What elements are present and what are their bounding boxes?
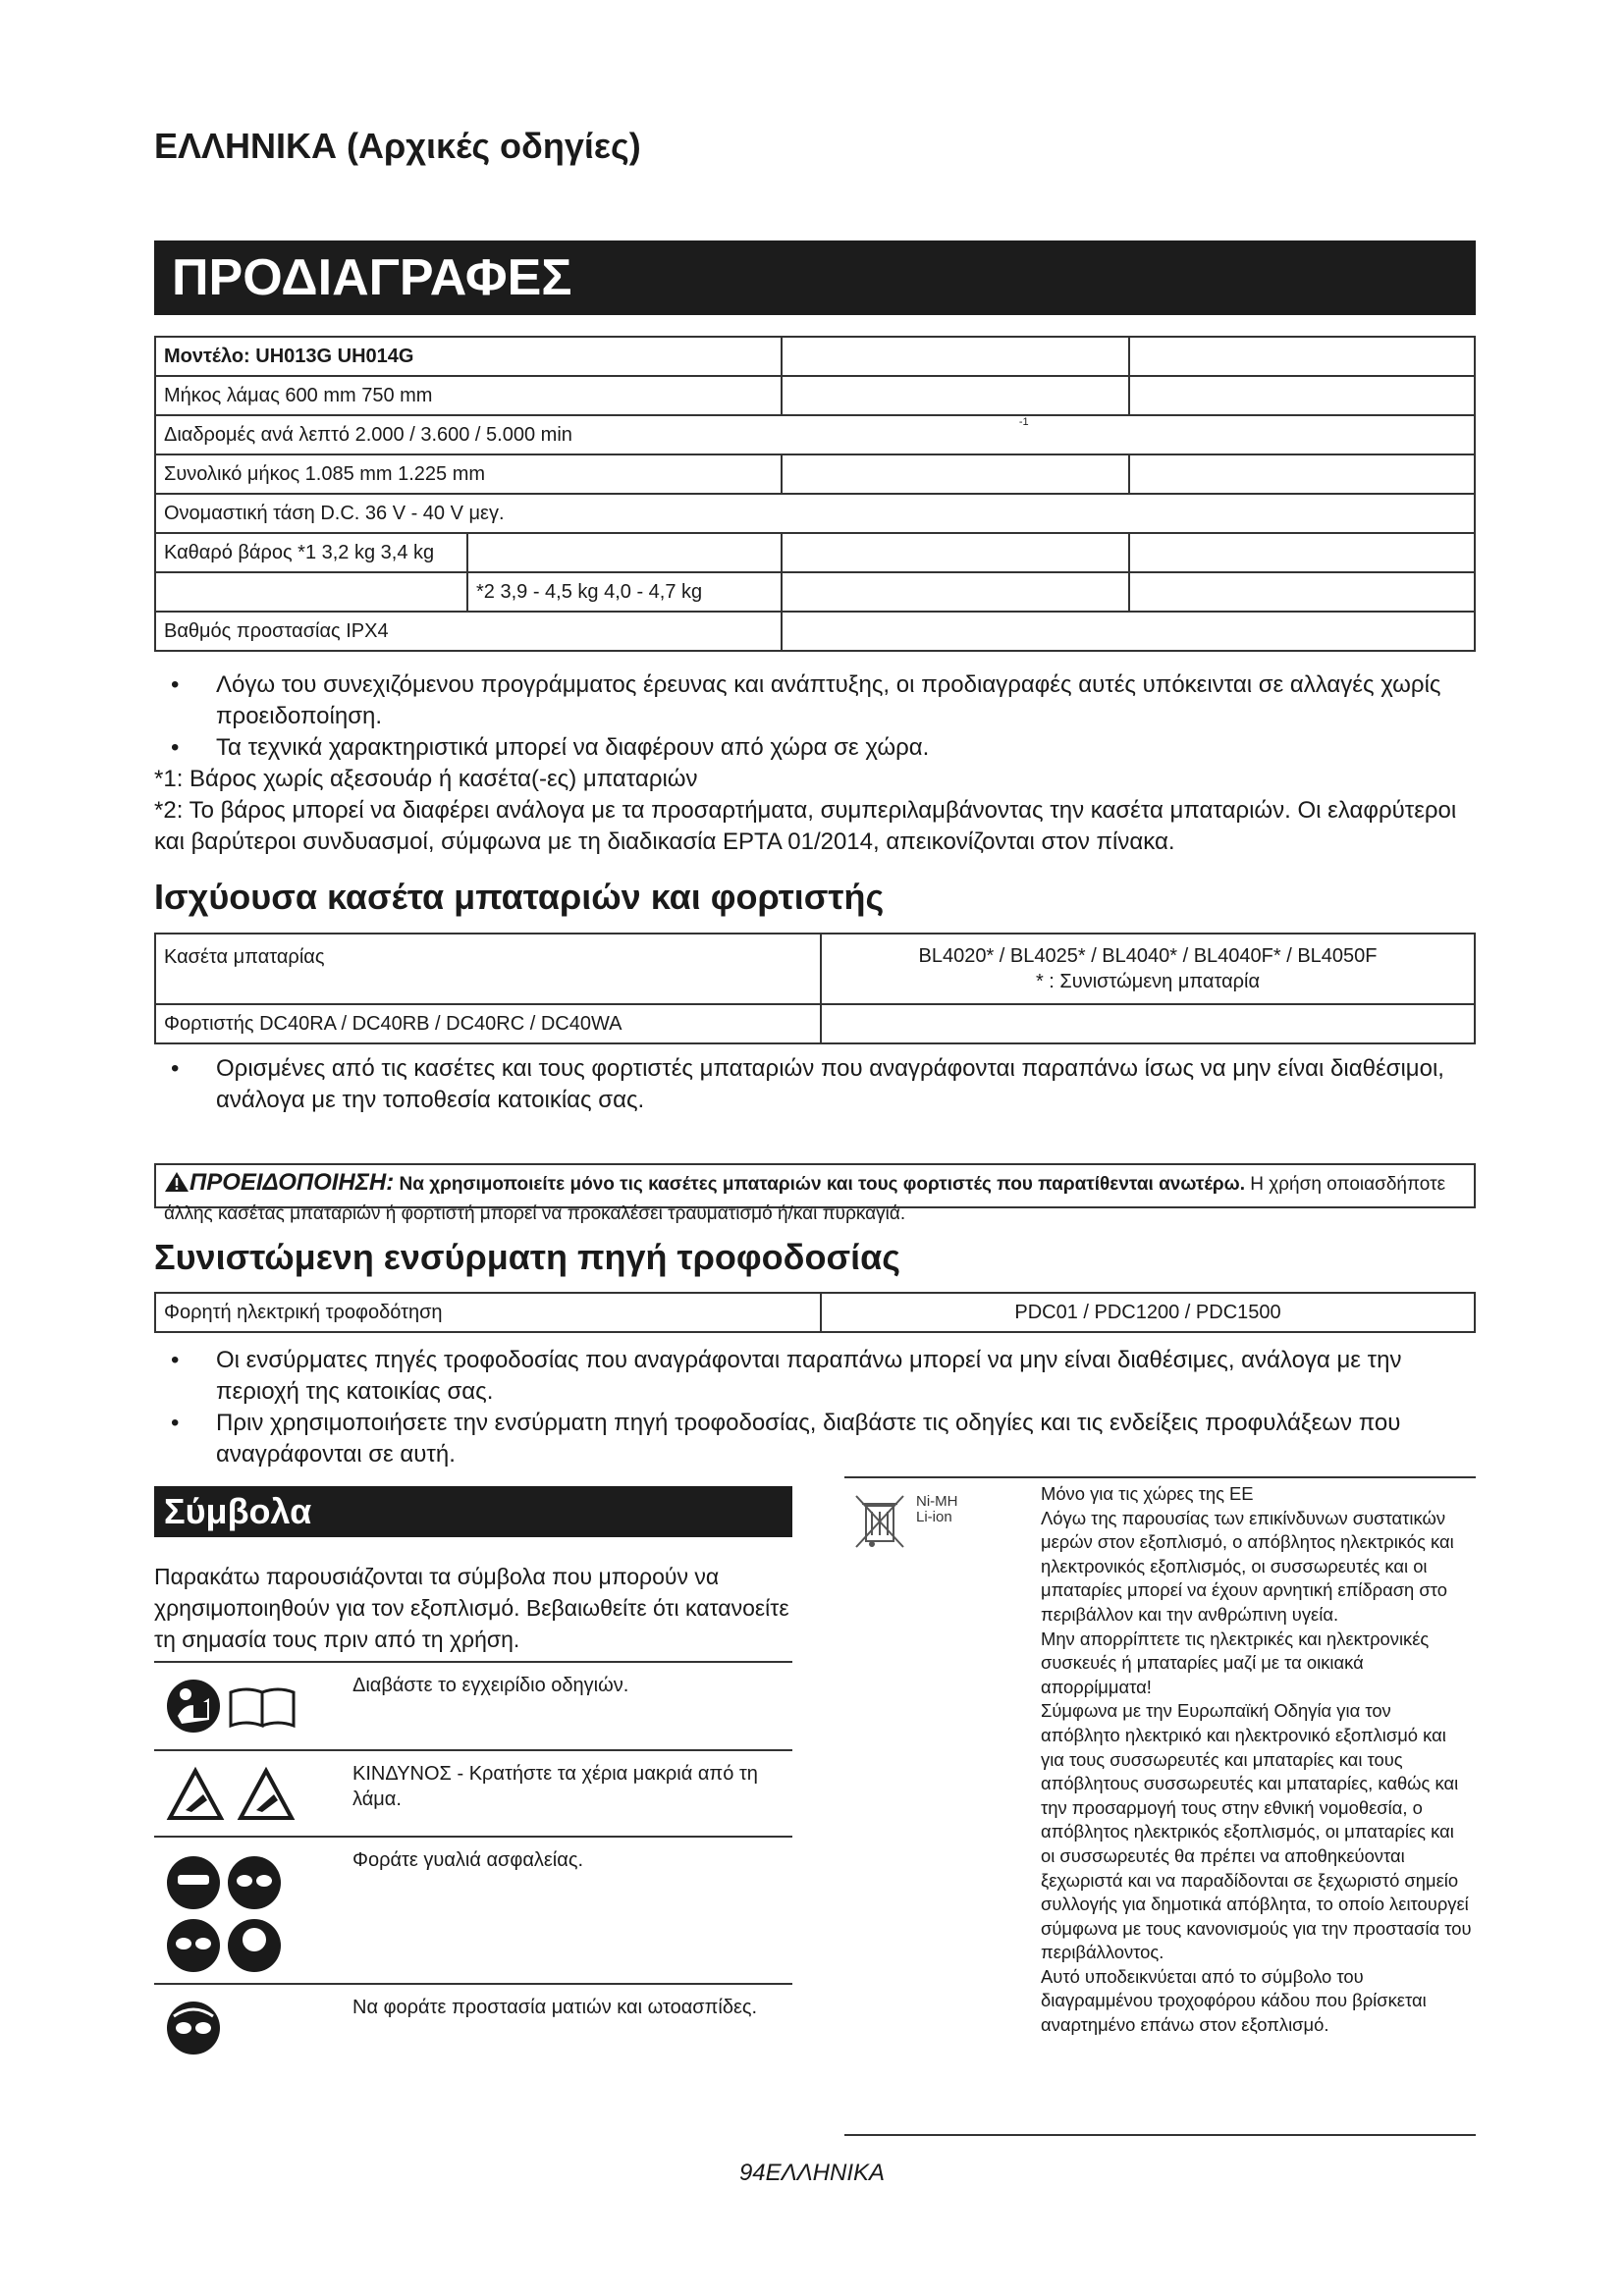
- battery-cartridge-models-cell: [821, 934, 1475, 1004]
- symbol-text: Φοράτε γυαλιά ασφαλείας.: [352, 1849, 584, 1871]
- page-footer: 94ΕΛΛΗΝΙΚΑ: [738, 2160, 886, 2186]
- eye-ear-protection-icon: [164, 1999, 243, 2062]
- battery-warning: [154, 1163, 1476, 1224]
- spec-note: • Λόγω του συνεχιζόμενου προγράμματος έρευνας και ανάπτυξης, οι προδιαγραφές αυτές υπόκεινται σε αλλαγές χωρίς προειδοποίηση.: [154, 669, 1476, 732]
- battery-cartridge-models: BL4020* / BL4025* / BL4040* / BL4040F* / BL4050F: [918, 945, 1378, 967]
- language-title: ΕΛΛΗΝΙΚΑ (Αρχικές οδηγίες): [154, 126, 641, 166]
- battery-charger-label: Φορτιστής DC40RA / DC40RB / DC40RC / DC40WA: [155, 1004, 821, 1043]
- symbol-text: Να φοράτε προστασία ματιών και ωτοασπίδες.: [352, 1997, 758, 2018]
- power-table: [154, 1292, 1476, 1333]
- battery-table: [154, 933, 1476, 1044]
- symbol-row: [154, 1661, 792, 1751]
- safety-glasses-icon: [164, 1851, 311, 1984]
- spec-blade-length: Μήκος λάμας 600 mm 750 mm: [155, 376, 782, 415]
- table-row: [155, 1004, 1475, 1043]
- specifications-heading: ΠΡΟΔΙΑΓΡΑΦΕΣ: [154, 240, 1476, 315]
- symbol-row: [154, 1836, 792, 1985]
- warning-title: ΠΡΟΕΙΔΟΠΟΙΗΣΗ:: [189, 1169, 395, 1196]
- spec-strokes: Διαδρομές ανά λεπτό 2.000 / 3.600 / 5.000 $\min^{-1}$: [155, 415, 1475, 454]
- battery-notes: [154, 1053, 1476, 1116]
- table-row: [155, 1293, 1475, 1332]
- spec-notes: [154, 669, 1476, 858]
- specifications-table: [154, 336, 1476, 652]
- power-note: • Οι ενσύρματες πηγές τροφοδοσίας που αναγράφονται παραπάνω μπορεί να μην είναι διαθέσιμες, ανάλογα με την περιοχή της κατοικίας σας.: [154, 1345, 1476, 1408]
- symbols-intro: Παρακάτω παρουσιάζονται τα σύμβολα που μπορούν να χρησιμοποιηθούν για τον εξοπλισμό. Βεβαιωθείτε ότι κατανοείτε τη σημασία τους πριν από τη χρήση.: [154, 1564, 789, 1652]
- spec-note: • Τα τεχνικά χαρακτηριστικά μπορεί να διαφέρουν από χώρα σε χώρα.: [154, 732, 1476, 764]
- read-manual-icon: [164, 1677, 311, 1740]
- spec-protection: Βαθμός προστασίας IPX4: [155, 612, 782, 651]
- spec-net-weight: Καθαρό βάρος *1 3,2 kg 3,4 kg: [155, 533, 467, 572]
- weee-battery-types: Ni-MH Li-ion: [916, 1493, 958, 1525]
- power-notes: [154, 1345, 1476, 1470]
- table-row: [155, 572, 1475, 612]
- weee-text: Μόνο για τις χώρες της ΕΕ Λόγω της παρουσίας των επικίνδυνων συστατικών μερών στον εξοπλισμό, ο απόβλητος ηλεκτρικός και ηλεκτρονικός εξοπλισμός, οι συσσωρευτές και οι μπαταρίες μπορεί να έχουν αρνητική επίδραση στο περιβάλλον και την ανθρώπινη υγεία. Μην απορρίπτετε τις ηλεκτρικές και ηλεκτρονικές συσκευές ή μπαταρίες μαζί με τα οικιακά απορρίμματα! Σύμφωνα με την Ευρωπαϊκή Οδηγία για τον απόβλητο ηλεκτρικό και ηλεκτρονικό εξοπλισμό και για τους συσσωρευτές και μπαταρίες και τους απόβλητους συσσωρευτές και μπαταρίες, καθώς και την προσαρμογή τους στην εθνική νομοθεσία, ο απόβλητος ηλεκτρικός εξοπλισμός, οι μπαταρίες και οι συσσωρευτές θα πρέπει να αποθηκεύονται ξεχωριστά και να παραδίδονται σε ξεχωριστό σημείο συλλογής για δημοτικά απόβλητα, το οποίο λειτουργεί σύμφωνα με τους κανονισμούς για την προστασία του περιβάλλοντος. Αυτό υποδεικνύεται από το σύμβολο του διαγραμμένου τροχοφόρου κάδου που βρίσκεται αναρτημένο επάνω στον εξοπλισμό.: [1041, 1483, 1472, 2036]
- spec-model: Μοντέλο: UH013G UH014G: [155, 337, 782, 376]
- symbols-heading: Σύμβολα: [154, 1486, 792, 1537]
- spec-net-weight-2: *2 3,9 - 4,5 kg 4,0 - 4,7 kg: [467, 572, 782, 612]
- battery-note: • Ορισμένες από τις κασέτες και τους φορτιστές μπαταριών που αναγράφονται παραπάνω ίσως να μην είναι διαθέσιμοι, ανάλογα με την τοποθεσία κατοικίας σας.: [154, 1053, 1476, 1116]
- crossed-bin-icon: [852, 1492, 907, 1556]
- spec-overall-length: Συνολικό μήκος 1.085 mm 1.225 mm: [155, 454, 782, 494]
- power-heading: Συνιστώμενη ενσύρματη πηγή τροφοδοσίας: [154, 1237, 900, 1277]
- battery-cartridge-label: Κασέτα μπαταρίας: [155, 934, 821, 1004]
- symbol-text: ΚΙΝΔΥΝΟΣ - Κρατήστε τα χέρια μακριά από τη λάμα.: [352, 1763, 758, 1810]
- power-models: PDC01 / PDC1200 / PDC1500: [821, 1293, 1475, 1332]
- table-row: [155, 337, 1475, 376]
- weee-box: [844, 1476, 1476, 2136]
- table-row: [155, 612, 1475, 651]
- table-row: [155, 533, 1475, 572]
- power-note: • Πριν χρησιμοποιήσετε την ενσύρματη πηγή τροφοδοσίας, διαβάστε τις οδηγίες και τις ενδείξεις προφυλάξεων που αναγράφονται σε αυτή.: [154, 1408, 1476, 1470]
- spec-strokes-unit-sup: -1: [1018, 415, 1029, 428]
- symbol-row: [154, 1983, 792, 2073]
- battery-heading: Ισχύουσα κασέτα μπαταριών και φορτιστής: [154, 877, 885, 917]
- table-row: [155, 376, 1475, 415]
- spec-footnote-2: *2: Το βάρος μπορεί να διαφέρει ανάλογα με τα προσαρτήματα, συμπεριλαμβάνοντας την κασέτα μπαταριών. Οι ελαφρύτεροι και βαρύτεροι συνδυασμοί, σύμφωνα με τη διαδικασία EPTA 01/2014, απεικονίζονται στον πίνακα.: [154, 797, 1457, 855]
- table-row: [155, 934, 1475, 1004]
- spec-footnote-1: *1: Βάρος χωρίς αξεσουάρ ή κασέτα(-ες) μπαταριών: [154, 766, 698, 792]
- spec-voltage: Ονομαστική τάση D.C. 36 V - 40 V μεγ.: [155, 494, 1475, 533]
- symbol-row: [154, 1749, 792, 1838]
- warning-text: Η χρήση οποιασδήποτε άλλης κασέτας μπαταριών ή φορτιστή μπορεί να προκαλέσει τραυματισμό ή/και πυρκαγιά.: [164, 1174, 1446, 1224]
- table-row: [155, 494, 1475, 533]
- danger-hands-icon: [164, 1765, 311, 1829]
- table-row: [155, 454, 1475, 494]
- warning-bold-text: Να χρησιμοποιείτε μόνο τις κασέτες μπαταριών και τους φορτιστές που παρατίθενται ανωτέρω.: [399, 1174, 1245, 1195]
- warning-triangle-icon: [164, 1171, 189, 1201]
- table-row: [155, 415, 1475, 454]
- battery-cartridge-note: * : Συνιστώμενη μπαταρία: [1035, 971, 1261, 992]
- symbol-text: Διαβάστε το εγχειρίδιο οδηγιών.: [352, 1675, 629, 1696]
- power-label: Φορητή ηλεκτρική τροφοδότηση: [155, 1293, 821, 1332]
